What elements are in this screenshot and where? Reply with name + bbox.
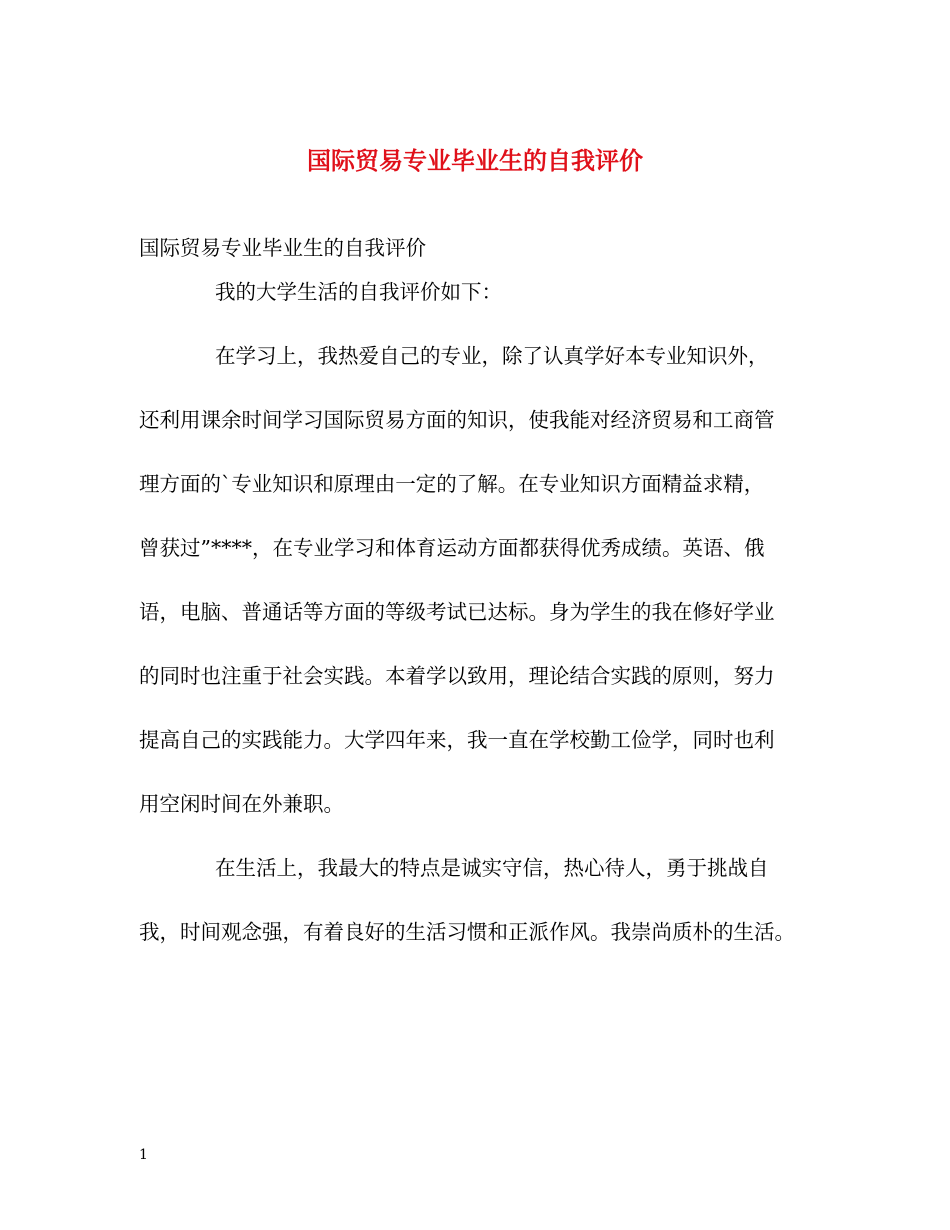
paragraph-line: 理方面的`专业知识和原理由一定的了解。在专业知识方面精益求精， — [139, 472, 765, 496]
subtitle-line: 国际贸易专业毕业生的自我评价 — [139, 236, 426, 260]
document-title: 国际贸易专业毕业生的自我评价 — [307, 146, 643, 175]
page-number: 1 — [139, 1147, 148, 1163]
paragraph-line: 在学习上，我热爱自己的专业，除了认真学好本专业知识外， — [215, 344, 769, 368]
document-body — [139, 226, 819, 974]
paragraph-line: 的同时也注重于社会实践。本着学以致用，理论结合实践的原则，努力 — [139, 664, 775, 688]
paragraph-line: 我，时间观念强，有着良好的生活习惯和正派作风。我崇尚质朴的生活。 — [139, 920, 795, 944]
paragraph-line: 我的大学生活的自我评价如下： — [215, 280, 502, 304]
paragraph-line: 语，电脑、普通话等方面的等级考试已达标。身为学生的我在修好学业 — [139, 600, 775, 624]
paragraph-line: 曾获过”****，在专业学习和体育运动方面都获得优秀成绩。英语、俄 — [139, 536, 765, 560]
paragraph-line: 在生活上，我最大的特点是诚实守信，热心待人，勇于挑战自 — [215, 856, 769, 880]
paragraph-line: 用空闲时间在外兼职。 — [139, 792, 344, 816]
paragraph-line: 还利用课余时间学习国际贸易方面的知识，使我能对经济贸易和工商管 — [139, 408, 775, 432]
paragraph-line: 提高自己的实践能力。大学四年来，我一直在学校勤工俭学，同时也利 — [139, 728, 775, 752]
